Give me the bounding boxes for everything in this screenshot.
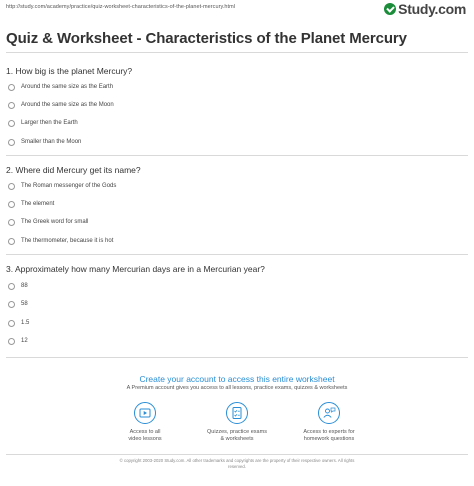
study-logo[interactable] [384,1,466,17]
option-label: The element [21,201,55,207]
radio-button[interactable] [8,283,15,290]
option-label: 1.5 [21,320,30,326]
question-divider [6,254,468,255]
radio-button[interactable] [8,238,15,245]
logo-text: Study.com [398,1,466,17]
feature-experts [289,402,369,443]
q2-option-3[interactable] [8,217,88,227]
radio-button[interactable] [8,120,15,127]
q2-option-2[interactable] [8,199,54,209]
radio-button[interactable] [8,139,15,146]
q3-option-1[interactable] [8,281,28,291]
radio-button[interactable] [8,84,15,91]
title-divider [6,52,468,53]
study-check-icon [384,3,396,15]
create-account-link[interactable]: Create your account to access this entire worksheet [139,374,335,384]
feature-quizzes [197,402,277,443]
radio-button[interactable] [8,301,15,308]
radio-button[interactable] [8,338,15,345]
copyright-footer: © copyright 2003-2020 Study.com. All other trademarks and copyrights are the property of their respective owners. All rights reserved. [119,458,355,469]
radio-button[interactable] [8,102,15,109]
option-label: Around the same size as the Earth [21,84,114,90]
question-3: 3. Approximately how many Mercurian days are in a Mercurian year? [6,264,265,274]
option-label: 12 [21,338,28,344]
question-2: 2. Where did Mercury get its name? [6,165,141,175]
feature-label: Access to all video lessons [128,429,162,442]
option-label: Around the same size as the Moon [21,102,114,108]
option-label: Larger then the Earth [21,120,78,126]
q1-option-3[interactable] [8,118,78,128]
option-label: 88 [21,283,28,289]
q1-option-2[interactable] [8,100,114,110]
radio-button[interactable] [8,320,15,327]
top-bar [0,0,474,20]
quiz-checklist-icon [226,402,248,424]
feature-video-lessons [105,402,185,443]
q3-option-4[interactable] [8,336,28,346]
page-title: Quiz & Worksheet - Characteristics of the Planet Mercury [6,30,407,47]
q1-option-1[interactable] [8,82,113,92]
option-label: 58 [21,301,28,307]
option-label: The thermometer, because it is hot [21,238,114,244]
feature-label: Access to experts for homework questions [303,429,355,442]
premium-description: A Premium account gives you access to all lessons, practice exams, quizzes & worksheets [126,385,348,391]
feature-label: Quizzes, practice exams & worksheets [207,429,267,442]
q2-option-4[interactable] [8,236,113,246]
expert-question-icon [318,402,340,424]
option-label: The Roman messenger of the Gods [21,183,117,189]
footer-divider [6,454,468,455]
q3-option-2[interactable] [8,299,28,309]
radio-button[interactable] [8,201,15,208]
radio-button[interactable] [8,183,15,190]
video-play-icon [134,402,156,424]
question-divider [6,155,468,156]
page-url: http://study.com/academy/practice/quiz-worksheet-characteristics-of-the-planet-mercury.html [6,4,236,10]
radio-button[interactable] [8,219,15,226]
q1-option-4[interactable] [8,137,81,147]
option-label: Smaller than the Moon [21,139,82,145]
option-label: The Greek word for small [21,219,89,225]
question-divider [6,357,468,358]
q2-option-1[interactable] [8,181,116,191]
question-1: 1. How big is the planet Mercury? [6,66,133,76]
q3-option-3[interactable] [8,318,29,328]
